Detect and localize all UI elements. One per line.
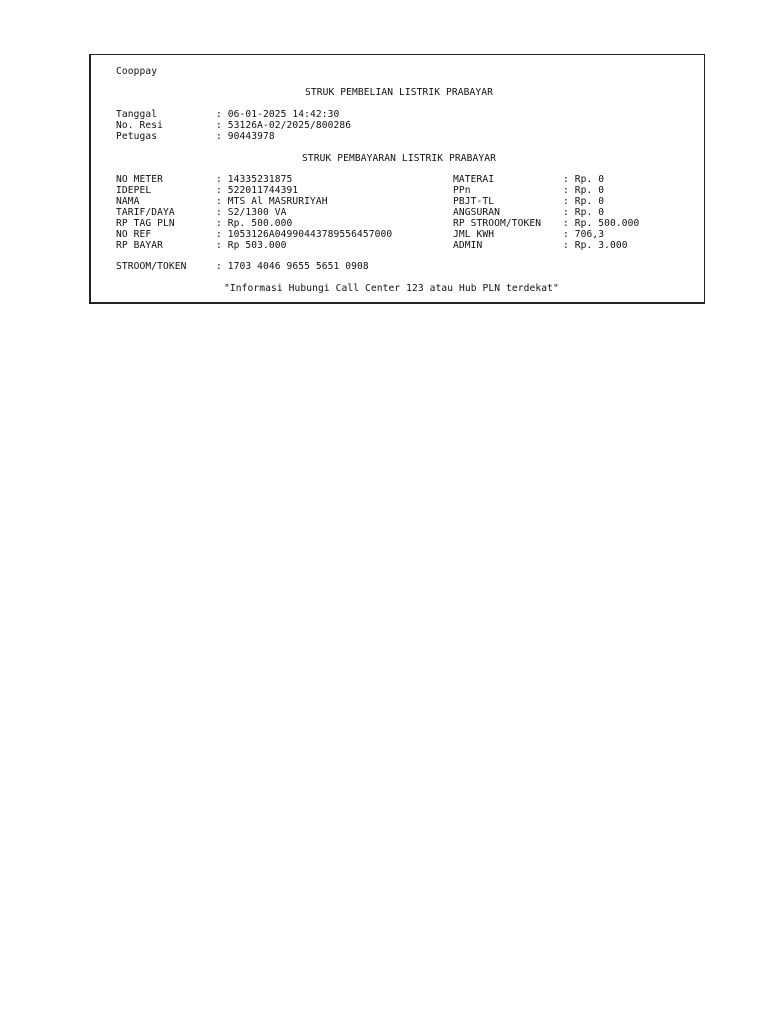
meter-no-label: NO METER (116, 174, 164, 185)
token-amount-value: : Rp. 500.000 (563, 218, 640, 229)
officer-label: Petugas (116, 131, 158, 142)
idpel-value: : 522011744391 (216, 185, 299, 196)
purchase-title: STRUK PEMBELIAN LISTRIK PRABAYAR (304, 87, 494, 98)
paid-value: : Rp 503.000 (216, 240, 287, 251)
installment-value: : Rp. 0 (563, 207, 605, 218)
pbjt-value: : Rp. 0 (563, 196, 605, 207)
kwh-label: JML KWH (453, 229, 495, 240)
kwh-value: : 706,3 (563, 229, 605, 240)
ref-no-label: NO REF (116, 229, 152, 240)
vat-label: PPn (453, 185, 471, 196)
date-label: Tanggal (116, 109, 158, 120)
meter-no-value: : 14335231875 (216, 174, 293, 185)
pbjt-label: PBJT-TL (453, 196, 495, 207)
name-value: : MTS Al MASRURIYAH (216, 196, 328, 207)
pln-bill-label: RP TAG PLN (116, 218, 175, 229)
receipt-no-value: : 53126A-02/2025/800286 (216, 120, 352, 131)
token-amount-label: RP STROOM/TOKEN (453, 218, 542, 229)
officer-value: : 90443978 (216, 131, 275, 142)
paid-label: RP BAYAR (116, 240, 164, 251)
company-name: Cooppay (116, 66, 158, 77)
token-value: : 1703 4046 9655 5651 0908 (216, 261, 369, 272)
tariff-value: : S2/1300 VA (216, 207, 287, 218)
stamp-duty-value: : Rp. 0 (563, 174, 605, 185)
payment-title: STRUK PEMBAYARAN LISTRIK PRABAYAR (302, 153, 496, 164)
date-value: : 06-01-2025 14:42:30 (216, 109, 340, 120)
ref-no-value: : 1053126A04990443789556457000 (216, 229, 393, 240)
installment-label: ANGSURAN (453, 207, 501, 218)
token-label: STROOM/TOKEN (116, 261, 187, 272)
receipt-no-label: No. Resi (116, 120, 164, 131)
tariff-label: TARIF/DAYA (116, 207, 175, 218)
pln-bill-value: : Rp. 500.000 (216, 218, 293, 229)
footer-note: "Informasi Hubungi Call Center 123 atau Hub PLN terdekat" (224, 283, 559, 294)
stamp-duty-label: MATERAI (453, 174, 495, 185)
admin-label: ADMIN (453, 240, 483, 251)
receipt (89, 54, 705, 304)
name-label: NAMA (116, 196, 140, 207)
admin-value: : Rp. 3.000 (563, 240, 628, 251)
vat-value: : Rp. 0 (563, 185, 605, 196)
idpel-label: IDEPEL (116, 185, 152, 196)
